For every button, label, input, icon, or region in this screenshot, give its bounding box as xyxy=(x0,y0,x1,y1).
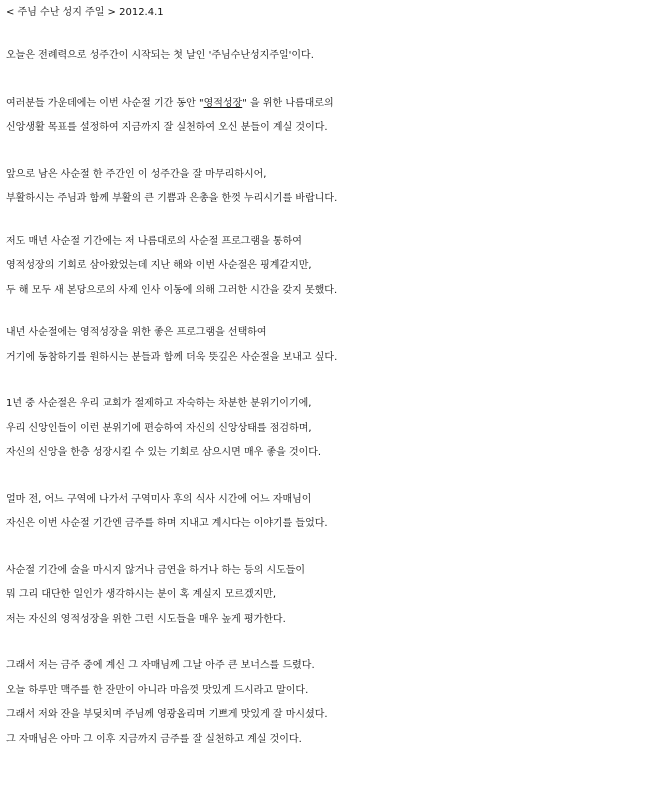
text-line: 내년 사순절에는 영적성장을 위한 좋은 프로그램을 선택하여 xyxy=(6,327,267,338)
text-line: 자신의 신앙을 한층 성장시킬 수 있는 기회로 삼으시면 매우 좋을 것이다. xyxy=(6,447,322,458)
paragraph-4 xyxy=(6,230,672,304)
text-line: 그 자매님은 아마 그 이후 지금까지 금주를 잘 실천하고 계실 것이다. xyxy=(6,733,302,745)
text-line: 여러분들 가운데에는 이번 사순절 기간 동안 "영적성장" 을 위한 나름대로의 xyxy=(6,97,334,109)
paragraph-5 xyxy=(6,321,672,370)
text-line: 오늘 하루만 맥주를 한 잔만이 아니라 마음껏 맛있게 드시라고 말이다. xyxy=(6,684,309,696)
text-line: 두 해 모두 새 본당으로의 사제 인사 이동에 의해 그러한 시간을 갖지 못했다. xyxy=(6,284,338,296)
post-title: < 주님 수난 성지 주일 > 2012.4.1 xyxy=(6,7,164,18)
text-line: 그래서 저는 금주 중에 계신 그 자매님께 그날 아주 큰 보너스를 드렸다. xyxy=(6,660,315,671)
paragraph-8 xyxy=(6,559,672,633)
paragraph-2 xyxy=(6,92,672,141)
text-line: 저도 매년 사순절 기간에는 저 나름대로의 사순절 프로그램을 통하여 xyxy=(6,235,302,247)
text-line: 신앙생활 목표를 설정하여 지금까지 잘 실천하여 오신 분들이 계실 것이다. xyxy=(6,122,328,133)
text-line: 영적성장의 기회로 삼아왔었는데 지난 해와 이번 사순절은 핑계같지만, xyxy=(6,260,312,271)
text-line: 우리 신앙인들이 이런 분위기에 편승하여 자신의 신앙상태를 점검하며, xyxy=(6,422,312,434)
paragraph-7 xyxy=(6,488,672,537)
text-line: 1년 중 사순절은 우리 교회가 절제하고 자숙하는 차분한 분위기이기에, xyxy=(6,398,312,409)
emphasized-term: 영적성장 xyxy=(203,97,243,109)
paragraph-6 xyxy=(6,392,672,466)
text-line: 오늘은 전례력으로 성주간이 시작되는 첫 날인 '주님수난성지주일'이다. xyxy=(6,50,314,61)
text-line: 그래서 저와 잔을 부딪치며 주님께 영광올리며 기쁘게 맛있게 잘 마시셨다. xyxy=(6,709,328,720)
text-line: 앞으로 남은 사순절 한 주간인 이 성주간을 잘 마무리하시어, xyxy=(6,168,267,180)
text-line: 저는 자신의 영적성장을 위한 그런 시도들을 매우 높게 평가한다. xyxy=(6,613,286,625)
text-line: 얼마 전, 어느 구역에 나가서 구역미사 후의 식사 시간에 어느 자매님이 xyxy=(6,493,312,505)
text-line: 뭐 그리 대단한 일인가 생각하시는 분이 혹 계실지 모르겠지만, xyxy=(6,589,277,600)
text-line: 사순절 기간에 술을 마시지 않거나 금연을 하거나 하는 등의 시도들이 xyxy=(6,564,306,576)
text-line: 부활하시는 주님과 함께 부활의 큰 기쁨과 은총을 한껏 누리시기를 바랍니다. xyxy=(6,193,338,204)
text-line: 자신은 이번 사순절 기간엔 금주를 하며 지내고 계시다는 이야기를 들었다. xyxy=(6,518,328,529)
paragraph-1 xyxy=(6,44,672,69)
paragraph-9 xyxy=(6,654,672,752)
text-line: 거기에 동참하기를 원하시는 분들과 함께 더욱 뜻깊은 사순절을 보내고 싶다. xyxy=(6,351,338,363)
paragraph-3 xyxy=(6,163,672,212)
